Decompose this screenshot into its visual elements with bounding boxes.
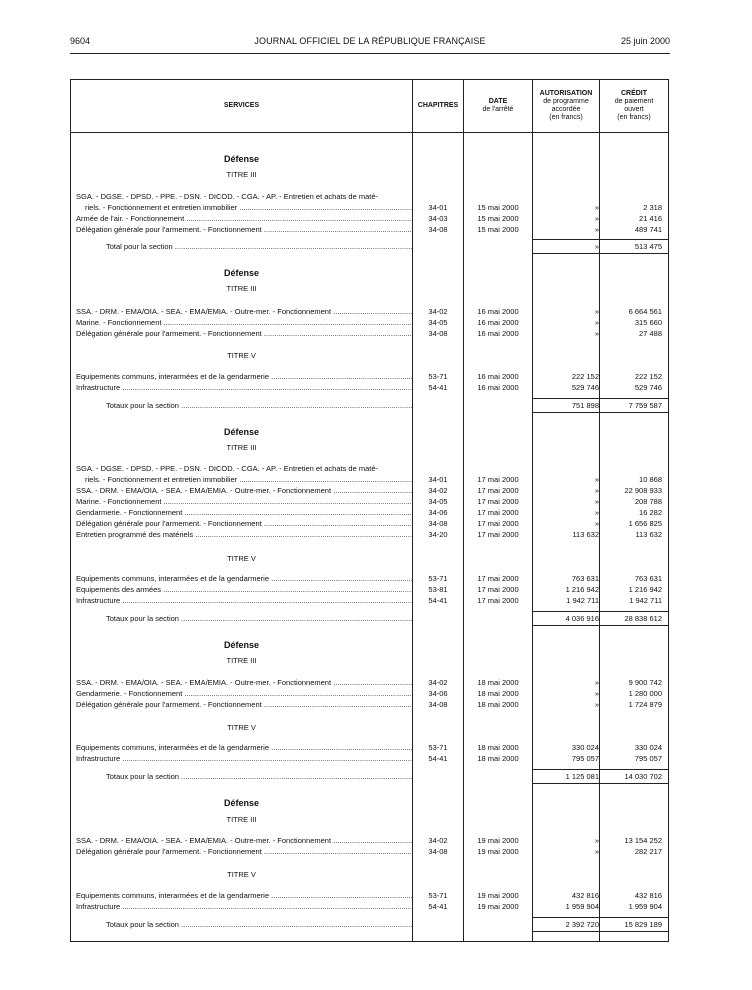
services-cell: Délégation générale pour l'armement. - Fonctionnement ..... (76, 518, 412, 529)
services-cell: Délégation générale pour l'armement. - Fonctionnement ..... (76, 328, 412, 339)
chapitre-cell: 34-08 (428, 519, 448, 528)
credit-cell: 21 416 (639, 214, 662, 223)
autorisation-cell: » (594, 225, 599, 234)
credit-cell: 10 868 (639, 475, 662, 484)
services-cell: Défense (223, 798, 259, 808)
chapitre-cell: 34-02 (428, 678, 448, 687)
date-cell: 19 mai 2000 (477, 891, 519, 900)
date-cell: 18 mai 2000 (477, 678, 519, 687)
autorisation-cell: » (594, 847, 599, 856)
titre-heading (71, 655, 668, 666)
autorisation-cell: 529 746 (571, 383, 599, 392)
autorisation-cell: » (594, 203, 599, 212)
services-cell: TITRE V (227, 351, 256, 360)
services-cell: Marine. - Fonctionnement ..... (76, 317, 412, 328)
credit-cell: 489 741 (634, 225, 662, 234)
chapitre-cell: 34-02 (428, 486, 448, 495)
titre-heading (71, 869, 668, 880)
table-row (71, 595, 668, 606)
chapitre-cell: 34-08 (428, 700, 448, 709)
table-row (71, 835, 668, 846)
services-cell: TITRE III (226, 656, 257, 665)
chapitre-cell: 54-41 (428, 902, 448, 911)
table-row (71, 584, 668, 595)
credit-cell: 432 816 (634, 891, 662, 900)
credit-cell: 16 282 (639, 508, 662, 517)
col-header-chapitres: CHAPITRES (417, 102, 459, 109)
services-cell: Equipements communs, interarmées et de la gendarmerie ..... (76, 573, 412, 584)
autorisation-cell: 763 631 (571, 574, 599, 583)
services-cell: Equipements des armées ..... (76, 584, 412, 595)
autorisation-cell: » (594, 242, 599, 251)
services-cell: SGA. - DGSE. - DPSD. - PPE. - DSN. - DICOD. - CGA. - AP. - Entretien et achats de maté- (76, 464, 379, 473)
date-cell: 17 mai 2000 (477, 530, 519, 539)
table-row (71, 191, 668, 202)
autorisation-cell: 222 152 (571, 372, 599, 381)
table-row (71, 573, 668, 584)
services-cell: Infrastructure ..... (76, 753, 412, 764)
services-cell: Armée de l'air. - Fonctionnement ..... (76, 213, 412, 224)
services-cell: Infrastructure ..... (76, 382, 412, 393)
table-row (71, 518, 668, 529)
col-header-autorisation: AUTORISATION de programme accordée (en francs) (539, 90, 593, 121)
services-cell: Total pour la section ..... (106, 241, 412, 252)
credit-cell: 1 942 711 (629, 596, 662, 605)
date-cell: 17 mai 2000 (477, 519, 519, 528)
services-cell: Gendarmerie. - Fonctionnement ..... (76, 507, 412, 518)
titre-heading (71, 442, 668, 453)
autorisation-cell: 2 392 720 (565, 920, 599, 929)
services-cell: Equipements communs, interarmées et de la gendarmerie ..... (76, 890, 412, 901)
services-cell: riels. - Fonctionnement et entretien immobilier ..... (85, 474, 412, 485)
titre-heading (71, 722, 668, 733)
section-title (71, 427, 668, 438)
chapitre-cell: 34-06 (428, 508, 448, 517)
date-cell: 19 mai 2000 (477, 836, 519, 845)
autorisation-cell: 113 632 (572, 530, 599, 539)
chapitre-cell: 34-02 (428, 307, 448, 316)
date-cell: 19 mai 2000 (477, 902, 519, 911)
services-cell: SGA. - DGSE. - DPSD. - PPE. - DSN. - DICOD. - CGA. - AP. - Entretien et achats de maté- (76, 192, 379, 201)
services-cell: SSA. - DRM. - EMA/OIA. - SEA. - EMA/EMIA. - Outre-mer. - Fonctionnement ..... (76, 306, 412, 317)
services-cell: TITRE V (227, 870, 256, 879)
date-cell: 15 mai 2000 (477, 225, 519, 234)
date-cell: 17 mai 2000 (477, 497, 519, 506)
autorisation-cell: 1 216 942 (565, 585, 599, 594)
chapitre-cell: 53-71 (428, 574, 448, 583)
chapitre-cell: 34-02 (428, 836, 448, 845)
table-row (71, 529, 668, 540)
table-row (71, 742, 668, 753)
services-cell: Totaux pour la section ..... (106, 613, 412, 624)
services-cell: Marine. - Fonctionnement ..... (76, 496, 412, 507)
table-row (71, 382, 668, 393)
services-cell: TITRE III (226, 815, 257, 824)
date-cell: 18 mai 2000 (477, 700, 519, 709)
autorisation-cell: 1 959 904 (565, 902, 599, 911)
credit-cell: 1 959 904 (628, 902, 662, 911)
page-number: 9604 (70, 36, 91, 46)
credit-cell: 27 488 (639, 329, 662, 338)
services-cell: TITRE III (226, 170, 257, 179)
table-row (71, 846, 668, 857)
autorisation-cell: 751 898 (571, 401, 599, 410)
autorisation-cell: 1 125 081 (565, 772, 599, 781)
credit-cell: 529 746 (634, 383, 662, 392)
chapitre-cell: 34-01 (428, 475, 448, 484)
table-row (71, 496, 668, 507)
credit-cell: 13 154 252 (624, 836, 662, 845)
date-cell: 16 mai 2000 (477, 372, 519, 381)
col-header-date: DATE de l'arrêté (482, 98, 514, 113)
table-row (71, 306, 668, 317)
services-cell: SSA. - DRM. - EMA/OIA. - SEA. - EMA/EMIA. - Outre-mer. - Fonctionnement ..... (76, 835, 412, 846)
credit-cell: 22 908 933 (624, 486, 662, 495)
titre-heading (71, 283, 668, 294)
services-cell: Défense (223, 268, 259, 278)
autorisation-cell: » (594, 836, 599, 845)
date-cell: 18 mai 2000 (477, 754, 519, 763)
chapitre-cell: 54-41 (428, 383, 448, 392)
credit-cell: 2 318 (643, 203, 662, 212)
autorisation-cell: » (594, 214, 599, 223)
services-cell: Equipements communs, interarmées et de la gendarmerie ..... (76, 371, 412, 382)
services-cell: Gendarmerie. - Fonctionnement ..... (76, 688, 412, 699)
date-cell: 17 mai 2000 (477, 486, 519, 495)
date-cell: 19 mai 2000 (477, 847, 519, 856)
titre-heading (71, 553, 668, 564)
chapitre-cell: 54-41 (428, 596, 448, 605)
services-cell: Totaux pour la section ..... (106, 919, 412, 930)
chapitre-cell: 34-05 (428, 318, 448, 327)
chapitre-cell: 34-20 (428, 530, 448, 539)
table-row (71, 328, 668, 339)
table-row (71, 463, 668, 474)
chapitre-cell: 54-41 (428, 754, 448, 763)
date-cell: 17 mai 2000 (477, 585, 519, 594)
credit-cell: 513 475 (634, 242, 662, 251)
credit-cell: 6 664 561 (628, 307, 662, 316)
total-box (532, 917, 668, 932)
date-cell: 17 mai 2000 (477, 508, 519, 517)
col-header-credit: CRÉDIT de paiement ouvert (en francs) (614, 90, 654, 121)
table-row (71, 202, 668, 213)
autorisation-cell: » (594, 689, 599, 698)
chapitre-cell: 53-71 (428, 743, 448, 752)
services-cell: Equipements communs, interarmées et de la gendarmerie ..... (76, 742, 412, 753)
titre-heading (71, 169, 668, 180)
table-row (71, 901, 668, 912)
services-cell: riels. - Fonctionnement et entretien immobilier ..... (85, 202, 412, 213)
autorisation-cell: » (594, 519, 599, 528)
autorisation-cell: 4 036 916 (565, 614, 599, 623)
titre-heading (71, 350, 668, 361)
services-cell: Totaux pour la section ..... (106, 771, 412, 782)
date-cell: 16 mai 2000 (477, 318, 519, 327)
autorisation-cell: 432 816 (571, 891, 599, 900)
autorisation-cell: 1 942 711 (566, 596, 599, 605)
total-box (532, 398, 668, 413)
chapitre-cell: 53-71 (428, 891, 448, 900)
chapitre-cell: 53-71 (428, 372, 448, 381)
chapitre-cell: 53-81 (428, 585, 448, 594)
services-cell: TITRE V (227, 723, 256, 732)
services-cell: Infrastructure ..... (76, 901, 412, 912)
credit-cell: 795 057 (634, 754, 662, 763)
credit-cell: 1 724 879 (628, 700, 662, 709)
services-cell: Défense (223, 154, 259, 164)
chapitre-cell: 34-08 (428, 225, 448, 234)
credit-cell: 315 660 (634, 318, 662, 327)
chapitre-cell: 34-01 (428, 203, 448, 212)
table-row (71, 688, 668, 699)
services-cell: TITRE III (226, 443, 257, 452)
col-header-services: SERVICES (223, 102, 260, 109)
issue-date: 25 juin 2000 (620, 36, 670, 46)
autorisation-cell: » (594, 700, 599, 709)
chapitre-cell: 34-08 (428, 329, 448, 338)
date-cell: 18 mai 2000 (477, 689, 519, 698)
table-row (71, 213, 668, 224)
date-cell: 18 mai 2000 (477, 743, 519, 752)
titre-heading (71, 814, 668, 825)
autorisation-cell: 795 057 (571, 754, 599, 763)
total-box (532, 239, 668, 254)
table-row (71, 317, 668, 328)
section-title (71, 798, 668, 809)
credit-cell: 28 838 612 (624, 614, 662, 623)
credit-cell: 282 217 (634, 847, 662, 856)
date-cell: 16 mai 2000 (477, 329, 519, 338)
services-cell: Délégation générale pour l'armement. - Fonctionnement ..... (76, 699, 412, 710)
credit-cell: 208 788 (634, 497, 662, 506)
credit-cell: 7 759 587 (628, 401, 662, 410)
table-row (71, 890, 668, 901)
header-rule (70, 53, 670, 54)
autorisation-cell: » (594, 307, 599, 316)
table-row (71, 224, 668, 235)
credit-cell: 113 632 (635, 530, 662, 539)
services-cell: SSA. - DRM. - EMA/OIA. - SEA. - EMA/EMIA. - Outre-mer. - Fonctionnement ..... (76, 485, 412, 496)
autorisation-cell: » (594, 329, 599, 338)
credit-cell: 1 216 942 (628, 585, 662, 594)
date-cell: 16 mai 2000 (477, 307, 519, 316)
table-row (71, 474, 668, 485)
total-box (532, 611, 668, 626)
date-cell: 15 mai 2000 (477, 214, 519, 223)
credit-cell: 222 152 (634, 372, 662, 381)
credit-cell: 14 030 702 (624, 772, 662, 781)
autorisation-cell: » (594, 497, 599, 506)
date-cell: 15 mai 2000 (477, 203, 519, 212)
autorisation-cell: » (594, 508, 599, 517)
section-title (71, 268, 668, 279)
autorisation-cell: » (594, 678, 599, 687)
autorisation-cell: » (594, 318, 599, 327)
table-body (71, 80, 668, 941)
section-title (71, 640, 668, 651)
services-cell: Entretien programmé des matériels ..... (76, 529, 412, 540)
services-cell: Défense (223, 640, 259, 650)
services-cell: Infrastructure ..... (76, 595, 412, 606)
date-cell: 17 mai 2000 (477, 475, 519, 484)
credit-cell: 763 631 (634, 574, 662, 583)
table-row (71, 753, 668, 764)
credits-table (70, 79, 669, 942)
services-cell: Délégation générale pour l'armement. - Fonctionnement ..... (76, 224, 412, 235)
services-cell: SSA. - DRM. - EMA/OIA. - SEA. - EMA/EMIA. - Outre-mer. - Fonctionnement ..... (76, 677, 412, 688)
services-cell: TITRE III (226, 284, 257, 293)
table-row (71, 485, 668, 496)
date-cell: 16 mai 2000 (477, 383, 519, 392)
table-row (71, 507, 668, 518)
credit-cell: 330 024 (634, 743, 662, 752)
date-cell: 17 mai 2000 (477, 574, 519, 583)
credit-cell: 1 280 000 (628, 689, 662, 698)
section-title (71, 154, 668, 165)
chapitre-cell: 34-08 (428, 847, 448, 856)
credit-cell: 9 900 742 (628, 678, 662, 687)
services-cell: TITRE V (227, 554, 256, 563)
chapitre-cell: 34-03 (428, 214, 448, 223)
chapitre-cell: 34-05 (428, 497, 448, 506)
services-cell: Totaux pour la section ..... (106, 400, 412, 411)
date-cell: 17 mai 2000 (477, 596, 519, 605)
autorisation-cell: » (594, 475, 599, 484)
credit-cell: 15 829 189 (624, 920, 662, 929)
table-row (71, 677, 668, 688)
total-box (532, 769, 668, 784)
autorisation-cell: 330 024 (571, 743, 599, 752)
autorisation-cell: » (594, 486, 599, 495)
table-row (71, 699, 668, 710)
credit-cell: 1 656 825 (628, 519, 662, 528)
journal-title: JOURNAL OFFICIEL DE LA RÉPUBLIQUE FRANÇAISE (254, 36, 486, 46)
services-cell: Défense (223, 427, 259, 437)
services-cell: Délégation générale pour l'armement. - Fonctionnement ..... (76, 846, 412, 857)
table-row (71, 371, 668, 382)
page-header (70, 36, 670, 50)
chapitre-cell: 34-06 (428, 689, 448, 698)
